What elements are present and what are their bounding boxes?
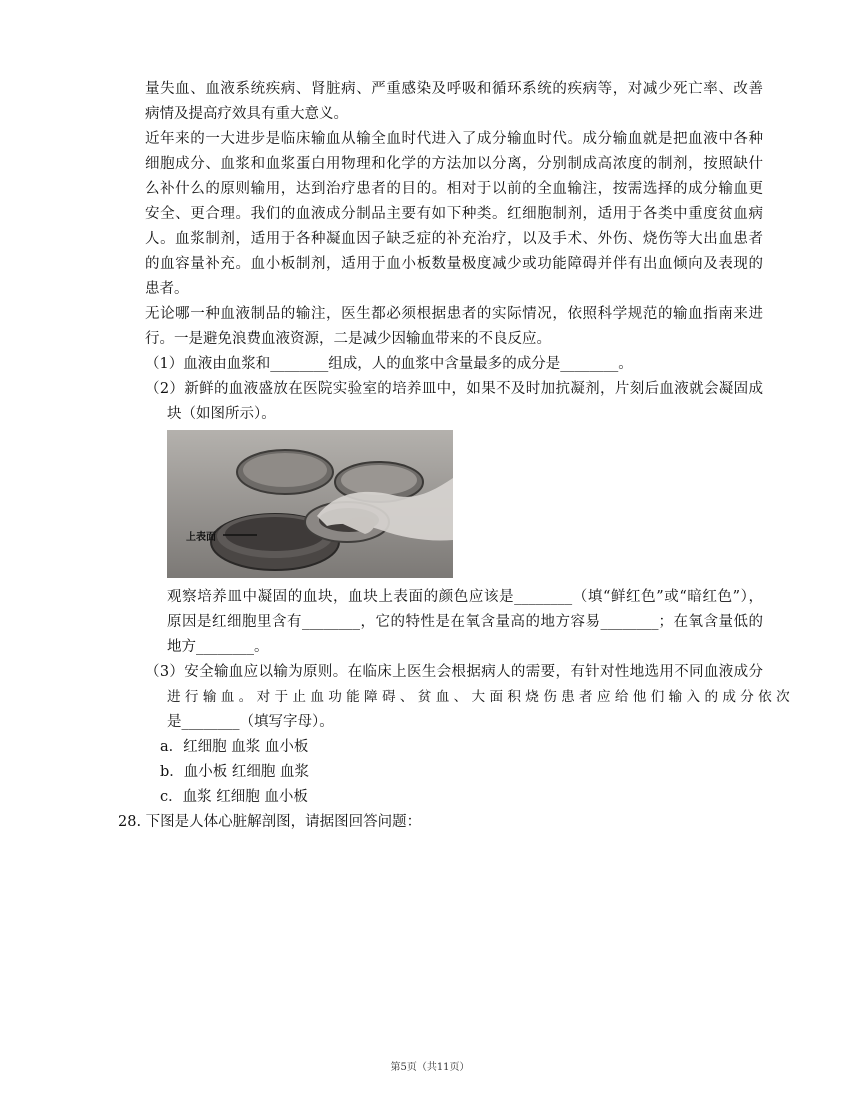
page-footer: 第5页（共11页） — [390, 1062, 470, 1073]
paragraph-line: 的血容量补充。血小板制剂，适用于血小板数量极度减少或功能障碍并伴有出血倾向及表现的 — [145, 256, 763, 272]
paragraph-line: 患者。 — [145, 281, 189, 297]
question-28: 28. 下图是人体心脏解剖图，请据图回答问题： — [118, 814, 422, 830]
blood-clot-petri-dish-photo — [167, 430, 453, 578]
paragraph-line: 近年来的一大进步是临床输血从输全血时代进入了成分输血时代。成分输血就是把血液中各种 — [145, 131, 763, 147]
question-2-line: 观察培养皿中凝固的血块，血块上表面的颜色应该是________（填“鲜红色”或“暗红色”）， — [167, 589, 763, 605]
paragraph-line: 病情及提高疗效具有重大意义。 — [145, 106, 348, 122]
question-2-line: 块（如图所示）。 — [167, 406, 276, 422]
surface-label: 上表面 — [186, 532, 216, 543]
option-c: c．血浆 红细胞 血小板 — [160, 789, 308, 805]
paragraph-line: 行。一是避免浪费血液资源，二是减少因输血带来的不良反应。 — [145, 331, 551, 347]
question-3-line: 进 行 输 血 。 对 于 止 血 功 能 障 碍 、 贫 血 、 大 面 积 烧 伤 患 者 应 给 他 们 输 入 的 成 分 依 次 — [167, 689, 790, 705]
question-3-line: 是________（填写字母）。 — [167, 714, 334, 730]
paragraph-line: 人。血浆制剂，适用于各种凝血因子缺乏症的补充治疗，以及手术、外伤、烧伤等大出血患者 — [145, 231, 763, 247]
question-2-line: （2）新鲜的血液盛放在医院实验室的培养皿中，如果不及时加抗凝剂，片刻后血液就会凝固成 — [145, 381, 763, 397]
paragraph-line: 安全、更合理。我们的血液成分制品主要有如下种类。红细胞制剂，适用于各类中重度贫血病 — [145, 206, 763, 222]
paragraph-line: 量失血、血液系统疾病、肾脏病、严重感染及呼吸和循环系统的疾病等，对减少死亡率、改善 — [145, 81, 763, 97]
question-3-line: （3）安全输血应以输为原则。在临床上医生会根据病人的需要，有针对性地选用不同血液成分 — [145, 664, 763, 680]
paragraph-line: 么补什么的原则输用，达到治疗患者的目的。相对于以前的全血输注，按需选择的成分输血更 — [145, 181, 763, 197]
petri-dish-illustration — [167, 430, 453, 578]
paragraph-line: 无论哪一种血液制品的输注，医生都必须根据患者的实际情况，依照科学规范的输血指南来进 — [145, 306, 763, 322]
option-a: a．红细胞 血浆 血小板 — [160, 739, 309, 755]
option-b: b．血小板 红细胞 血浆 — [160, 764, 309, 780]
paragraph-line: 细胞成分、血浆和血浆蛋白用物理和化学的方法加以分离，分别制成高浓度的制剂，按照缺什 — [145, 156, 763, 172]
question-2-line: 原因是红细胞里含有________，它的特性是在氧含量高的地方容易________；在氧含量低的 — [167, 614, 763, 630]
question-2-line: 地方________。 — [167, 639, 269, 655]
question-1: （1）血液由血浆和________组成，人的血浆中含量最多的成分是________。 — [145, 356, 633, 372]
